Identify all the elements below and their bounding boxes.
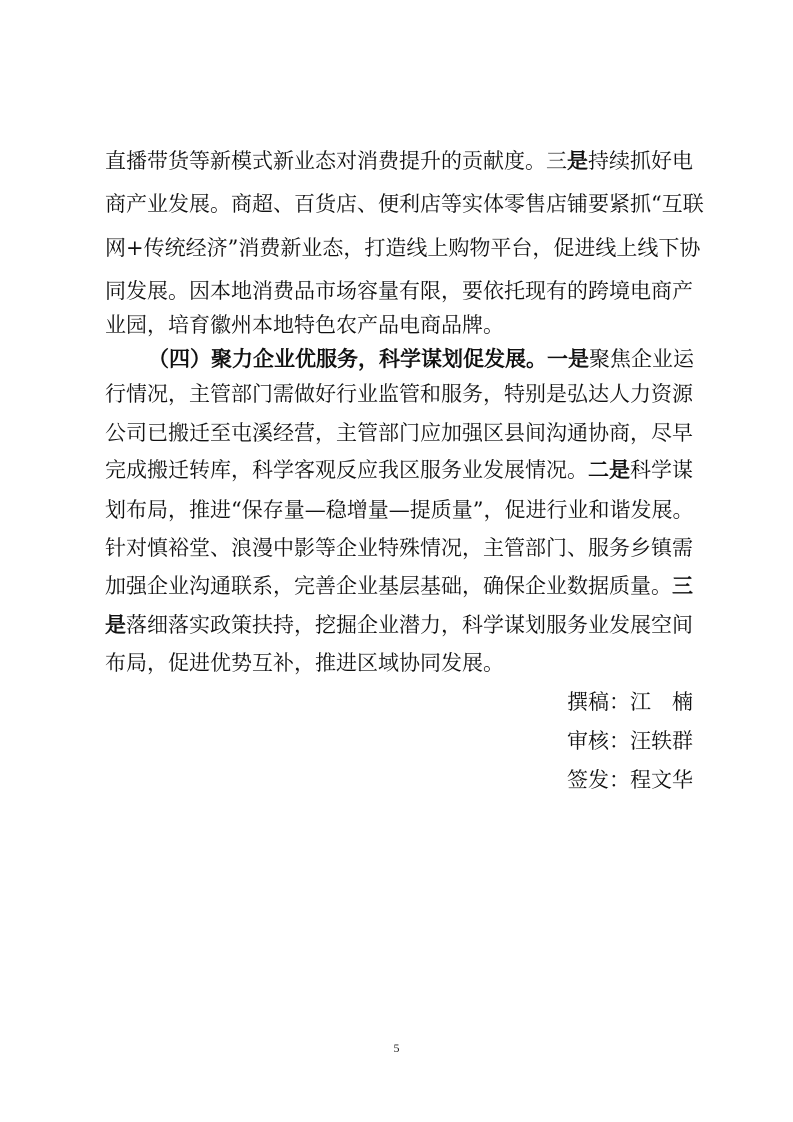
- bold-run: 一是: [547, 346, 589, 371]
- page-number: 5: [393, 1041, 400, 1055]
- text-run: 科学谋: [630, 458, 693, 482]
- text-run: 划布局，推进“保存量—稳增量—提质量”，促进行业和谐发展。: [105, 498, 694, 522]
- text-run: 针对慎裕堂、浪漫中影等企业特殊情况，主管部门、服务乡镇需: [105, 536, 693, 560]
- section-heading: （四）聚力企业优服务，科学谋划促发展。: [148, 346, 547, 371]
- text-run: 直播带货等新模式新业态对消费提升的贡献度。三: [105, 149, 567, 173]
- text-run: 业园，培育徽州本地特色农产品电商品牌。: [105, 313, 504, 337]
- paragraph-line: [105, 381, 691, 407]
- section-heading-line: [148, 346, 694, 372]
- bold-run: 三: [672, 573, 693, 598]
- text-run: 加强企业沟通联系，完善企业基层基础，确保企业数据质量。: [105, 574, 672, 598]
- bold-run: 是: [567, 148, 588, 173]
- paragraph-line: [105, 191, 704, 217]
- paragraph-line: [105, 312, 691, 338]
- text-run: 布局，促进优势互补，推进区域协同发展。: [105, 651, 504, 675]
- text-run: 同发展。因本地消费品市场容量有限，要依托现有的跨境电商产: [105, 279, 693, 303]
- paragraph-line: [105, 535, 691, 561]
- text-run: 持续抓好电: [588, 149, 693, 173]
- signature-issuer: 签发：程文华: [567, 768, 693, 792]
- paragraph-line: [105, 497, 694, 523]
- text-run: 商产业发展。商超、百货店、便利店等实体零售店铺要紧抓“互联: [105, 192, 704, 216]
- paragraph-line: [105, 612, 691, 638]
- bold-run: 是: [105, 612, 126, 637]
- paragraph-line: [105, 420, 691, 446]
- text-run: 网+传统经济”消费新业态，打造线上购物平台，促进线上线下协: [105, 236, 701, 260]
- text-run: 公司已搬迁至屯溪经营，主管部门应加强区县间沟通协商，尽早: [105, 421, 693, 445]
- text-run: 行情况，主管部门需做好行业监管和服务，特别是弘达人力资源: [105, 382, 693, 406]
- paragraph-line: [105, 457, 691, 483]
- bold-run: 二是: [588, 457, 630, 482]
- text-run: 聚焦企业运: [589, 347, 694, 371]
- paragraph-line: [105, 278, 691, 304]
- paragraph-line: [105, 650, 691, 676]
- paragraph-line: [105, 148, 691, 174]
- paragraph-line: [105, 235, 701, 261]
- text-run: 落细落实政策扶持，挖掘企业潜力，科学谋划服务业发展空间: [126, 613, 693, 637]
- signature-writer: 撰稿：江 楠: [567, 690, 693, 714]
- signature-reviewer: 审核：汪轶群: [567, 729, 693, 753]
- text-run: 完成搬迁转库，科学客观反应我区服务业发展情况。: [105, 458, 588, 482]
- paragraph-line: [105, 573, 691, 599]
